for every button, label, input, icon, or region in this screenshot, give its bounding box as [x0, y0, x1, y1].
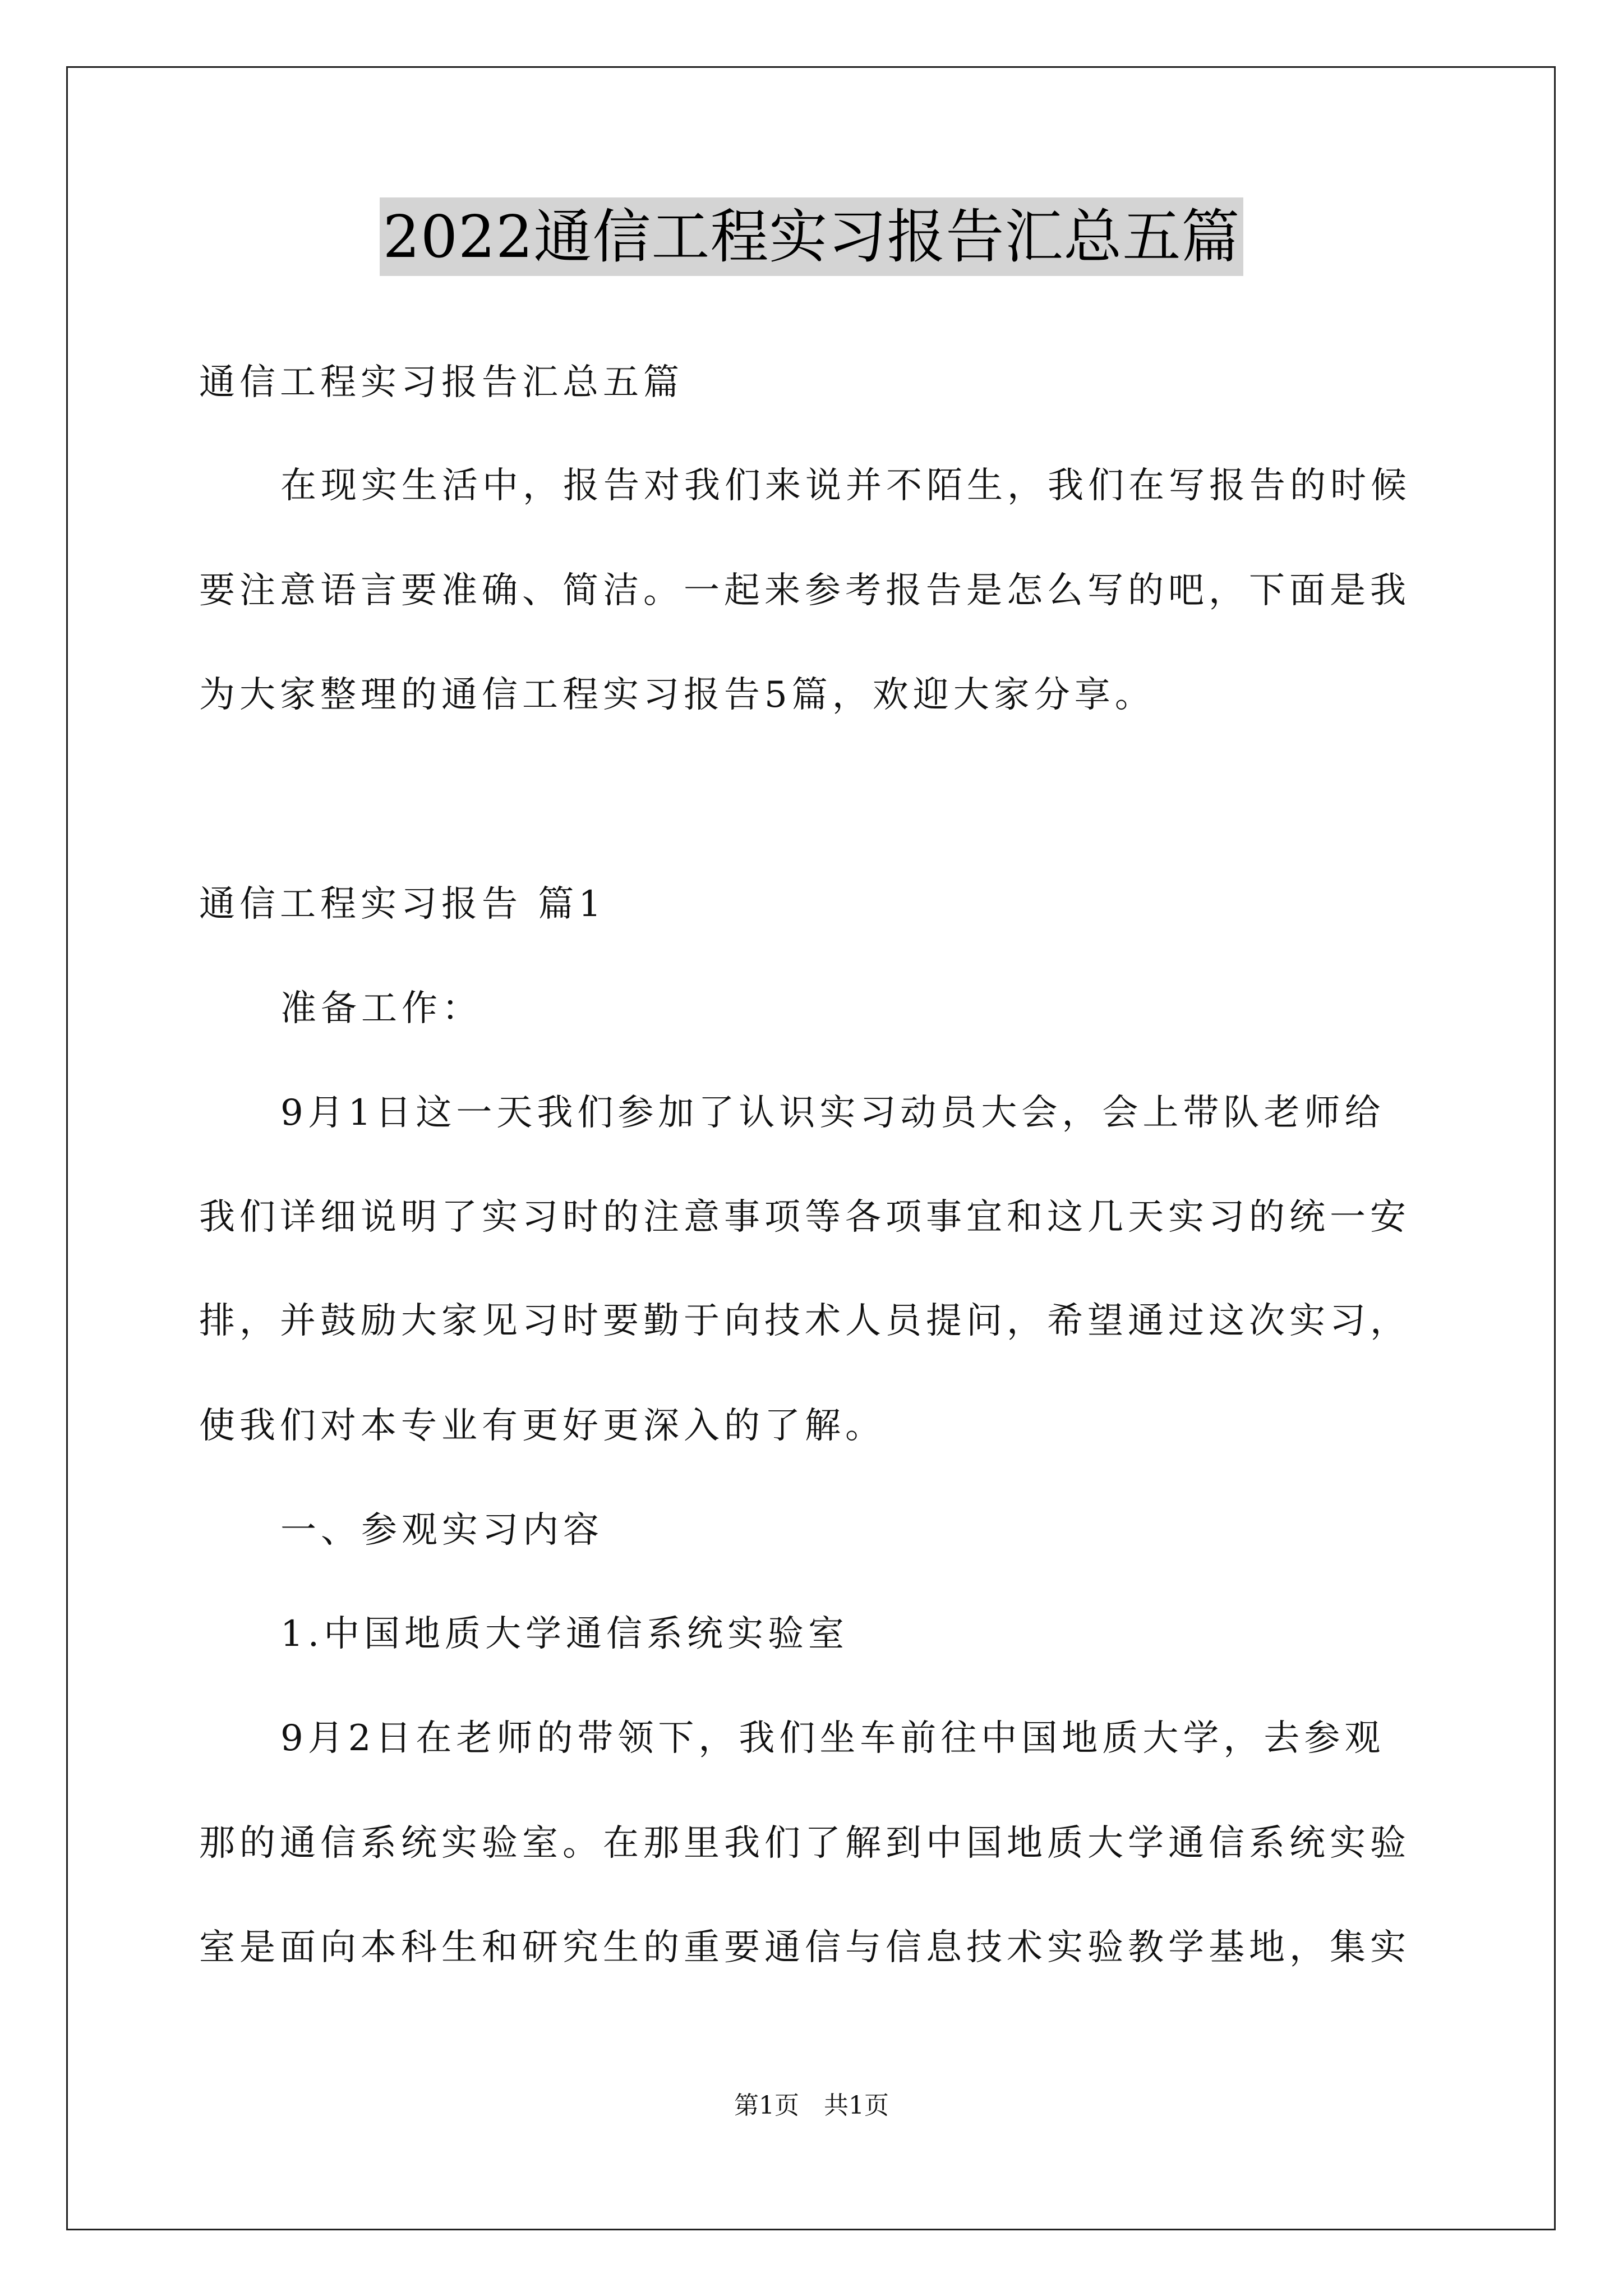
- subtitle-line: 通信工程实习报告汇总五篇: [199, 362, 684, 403]
- paragraph-line: 在现实生活中，报告对我们来说并不陌生，我们在写报告的时候: [280, 465, 1411, 507]
- paragraph-line: 使我们对本专业有更好更深入的了解。: [199, 1405, 886, 1447]
- paragraph-line: 9月1日这一天我们参加了认识实习动员大会，会上带队老师给: [280, 1092, 1385, 1134]
- subheading-line: 一、参观实习内容: [280, 1510, 603, 1551]
- paragraph-line: 排，并鼓励大家见习时要勤于向技术人员提问，希望通过这次实习，: [199, 1300, 1410, 1342]
- page-number-current: 第1页: [734, 2091, 799, 2120]
- paragraph-line: 9月2日在老师的带领下，我们坐车前往中国地质大学，去参观: [280, 1718, 1385, 1759]
- document-title: 2022通信工程实习报告汇总五篇: [380, 197, 1244, 276]
- paragraph-line: 准备工作：: [280, 988, 482, 1029]
- title-container: [0, 197, 1623, 276]
- paragraph-line: 室是面向本科生和研究生的重要通信与信息技术实验教学基地，集实: [199, 1927, 1410, 1968]
- section-heading: 通信工程实习报告 篇1: [199, 884, 606, 925]
- paragraph-line: 为大家整理的通信工程实习报告5篇，欢迎大家分享。: [199, 674, 1155, 716]
- page-number-total: 共1页: [824, 2091, 889, 2120]
- paragraph-line: 我们详细说明了实习时的注意事项等各项事宜和这几天实习的统一安: [199, 1197, 1410, 1238]
- paragraph-line: 要注意语言要准确、简洁。一起来参考报告是怎么写的吧，下面是我: [199, 570, 1410, 611]
- page-footer: [0, 2089, 1623, 2123]
- subheading-line: 1.中国地质大学通信系统实验室: [280, 1613, 849, 1655]
- paragraph-line: 那的通信系统实验室。在那里我们了解到中国地质大学通信系统实验: [199, 1823, 1410, 1864]
